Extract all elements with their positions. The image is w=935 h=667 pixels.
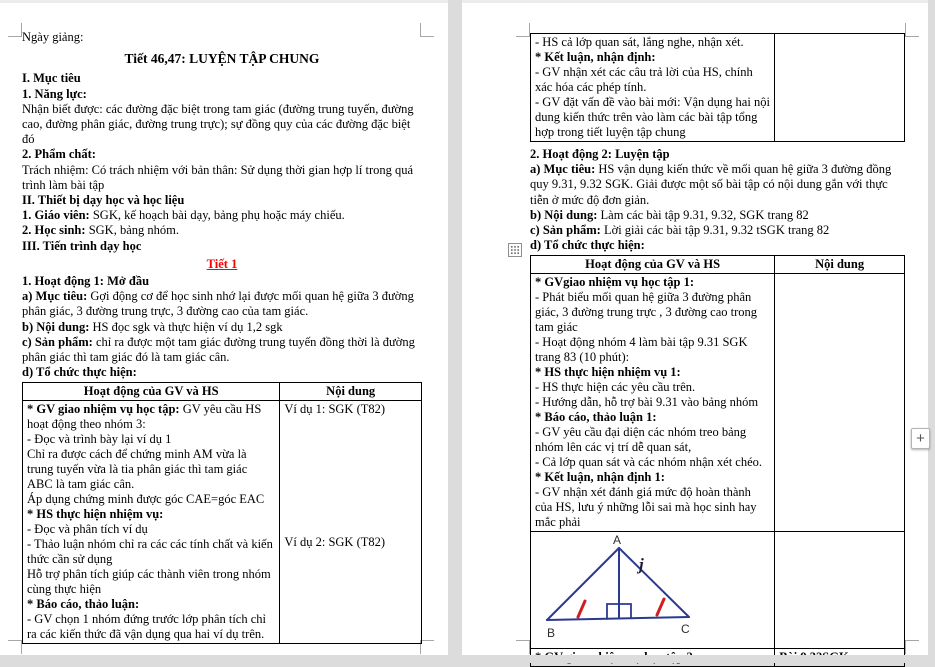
- text-line: - HS cả lớp quan sát, lắng nghe, nhận xét.: [535, 35, 744, 49]
- text-line: - HS thực hiện các yêu cầu trên.: [535, 380, 696, 395]
- vertex-label-c: C: [681, 622, 690, 637]
- table-drag-handle-icon[interactable]: [508, 243, 522, 257]
- text-line: - Đọc và phân tích ví dụ: [27, 522, 148, 537]
- triangle-figure: [531, 534, 772, 642]
- text-line: Chỉ ra được cách để chứng minh AM vừa là trung tuyến vừa là tia phân giác thì tam giác ABC là tam giác cân.: [27, 447, 248, 492]
- activity2-section: [530, 147, 905, 253]
- text-line: 1. Năng lực:: [22, 86, 87, 101]
- text-line: * GV giao nhiệm vụ học tập: GV yêu cầu HS hoạt động theo nhóm 3:: [27, 402, 262, 432]
- activity2-table: [530, 255, 905, 667]
- table-header-noidung: Nội dung: [775, 256, 905, 274]
- text-line: * Kết luận, nhận định:: [535, 50, 656, 64]
- lesson-title: Tiết 46,47: LUYỆN TẬP CHUNG: [124, 51, 320, 67]
- text-line: Trách nhiệm: Có trách nhiệm với bản thân: Sử dụng thời gian hợp lí trong quá trình làm bài tập: [22, 162, 414, 192]
- table-cell-noidung-empty: [775, 532, 905, 649]
- text-line: - GV nhận xét đánh giá mức độ hoàn thành của HS, lưu ý những lỗi sai mà học sinh hay mắc phải: [535, 485, 757, 530]
- text-line: * Báo cáo, thảo luận:: [27, 597, 140, 612]
- text-line: - Phát biểu mối quan hệ giữa 3 đường phân giác, 3 đường trung trực , 3 đường cao trong tam giác: [535, 290, 758, 335]
- text-line: 1. Hoạt động 1: Mở đầu: [22, 274, 150, 289]
- activity1-section: [22, 274, 422, 380]
- document-page-1: [0, 3, 448, 655]
- background-strip-bottom: [0, 655, 935, 663]
- session-heading: Tiết 1: [206, 256, 238, 271]
- text-line: - GV yêu cầu đại diện các nhóm treo bảng nhóm lên các vị trí dễ quan sát,: [535, 425, 747, 455]
- text-line: a) Mục tiêu: HS vận dụng kiến thức về mối quan hệ giữa 3 đường đồng quy 9.31, 9.32 SGK. Giải được một số bài tập có nội dung gắn với thực tiễn ở mức độ đơn giản.: [530, 162, 892, 207]
- text-line: Hỗ trợ phân tích giúp các thành viên trong nhóm cùng thực hiện: [27, 567, 271, 597]
- text-line: Nhận biết được: các đường đặc biệt trong tam giác (đường trung tuyến, đường cao, đường phân giác, đường trung trực); sự đồng quy của các đường đặc biệt đó: [22, 101, 414, 147]
- table-cell-gv-activity2: [531, 274, 775, 532]
- example-2-label: Ví dụ 2: SGK (T82): [284, 535, 386, 550]
- triangle-figure-cell: [531, 532, 775, 649]
- date-line: Ngày giảng:: [22, 30, 84, 44]
- text-line: * HS thực hiện nhiệm vụ 1:: [535, 365, 681, 380]
- margin-mark-icon: [420, 640, 434, 654]
- margin-mark-icon: [420, 23, 434, 37]
- text-line: - Hướng dẫn, hỗ trợ bài 9.31 vào bảng nhóm: [535, 395, 759, 410]
- margin-mark-icon: [8, 640, 22, 654]
- text-line: b) Nội dung: HS đọc sgk và thực hiện ví dụ 1,2 sgk: [22, 319, 283, 334]
- text-line: - GV chọn 1 nhóm đứng trước lớp phân tích chỉ ra các kiến thức đã vận dụng qua hai ví dụ trên.: [27, 612, 267, 642]
- text-line: III. Tiến trình dạy học: [22, 238, 142, 253]
- margin-mark-icon: [516, 23, 530, 37]
- text-line: a) Mục tiêu: Gợi động cơ để học sinh nhớ lại được mối quan hệ giữa 3 đường phân giác, 3 đường trung trực, 3 đường cao của tam giác.: [22, 289, 414, 319]
- background-strip-right: [928, 0, 935, 663]
- margin-mark-icon: [905, 23, 919, 37]
- page-1-content: [22, 30, 422, 644]
- table-cell-noidung-empty: [775, 274, 905, 532]
- text-line: c) Sản phẩm: Lời giải các bài tập 9.31, 9.32 tSGK trang 82: [530, 223, 830, 238]
- text-line: - Cả lớp quan sát và các nhóm nhận xét chéo.: [535, 455, 763, 470]
- text-line: - Hoạt động nhóm 4 làm bài tập 9.31 SGK trang 83 (10 phút):: [535, 335, 748, 365]
- table-header-noidung: Nội dung: [280, 383, 422, 401]
- equal-tick-marks: [578, 599, 664, 617]
- text-line: - Thảo luận nhóm chỉ ra các các tính chất và kiến thức cần sử dụng: [27, 537, 273, 567]
- text-line: 2. Phẩm chất:: [22, 147, 96, 162]
- page-2-content: [530, 33, 905, 667]
- text-line: d) Tổ chức thực hiện:: [530, 238, 645, 253]
- text-line: 2. Hoạt động 2: Luyện tập: [530, 147, 670, 161]
- text-line: II. Thiết bị dạy học và học liệu: [22, 193, 185, 208]
- text-line: 1. Giáo viên: SGK, kế hoạch bài dạy, bảng phụ hoặc máy chiếu.: [22, 208, 345, 223]
- text-line: - GV nhận xét các câu trả lời của HS, chính xác hóa các phép tính.: [535, 65, 753, 94]
- text-line: * Báo cáo, thảo luận 1:: [535, 410, 657, 425]
- segment-label-j: j: [639, 555, 644, 575]
- margin-mark-icon: [516, 640, 530, 654]
- text-line: * Kết luận, nhận định 1:: [535, 470, 665, 485]
- text-line: * GVgiao nhiệm vụ học tập 1:: [535, 275, 695, 290]
- add-button[interactable]: +: [911, 428, 930, 449]
- table-header-gv-hs: Hoạt động của GV và HS: [531, 256, 775, 274]
- document-page-2: [462, 3, 928, 655]
- text-line: 2. Học sinh: SGK, bảng nhóm.: [22, 223, 179, 238]
- margin-mark-icon: [905, 640, 919, 654]
- page-gap: [448, 0, 462, 663]
- table-cell-noidung-empty: [775, 34, 905, 142]
- text-line: b) Nội dung: Làm các bài tập 9.31, 9.32, SGK trang 82: [530, 207, 809, 222]
- text-line: Áp dụng chứng minh được góc CAE=góc EAC: [27, 492, 265, 507]
- table-cell-gv-activity: [23, 401, 280, 644]
- example-1-label: Ví dụ 1: SGK (T82): [284, 402, 386, 417]
- vertex-label-b: B: [547, 626, 556, 641]
- text-line: I. Mục tiêu: [22, 71, 81, 86]
- table-cell-noidung: [280, 401, 422, 644]
- table-cell-gv-continuation: [531, 34, 775, 142]
- text-line: - Đọc và trình bày lại ví dụ 1: [27, 432, 172, 447]
- activity1-table: [22, 382, 422, 644]
- text-line: c) Sản phẩm: chỉ ra được một tam giác đường trung tuyến đồng thời là đường phân giác thì tam giác đó là tam giác cân.: [22, 334, 415, 365]
- vertex-label-a: A: [613, 534, 622, 548]
- text-line: * HS thực hiện nhiệm vụ:: [27, 507, 164, 522]
- table-header-gv-hs: Hoạt động của GV và HS: [23, 383, 280, 401]
- margin-mark-icon: [8, 23, 22, 37]
- activity1-continuation-table: [530, 33, 905, 142]
- intro-section: [22, 71, 422, 253]
- text-line: d) Tổ chức thực hiện:: [22, 365, 137, 380]
- text-line: - GV đặt vấn đề vào bài mới: Vận dụng hai nội dung kiến thức trên vào làm các bài tập tổng hợp trong tiết luyện tập chung: [535, 95, 770, 139]
